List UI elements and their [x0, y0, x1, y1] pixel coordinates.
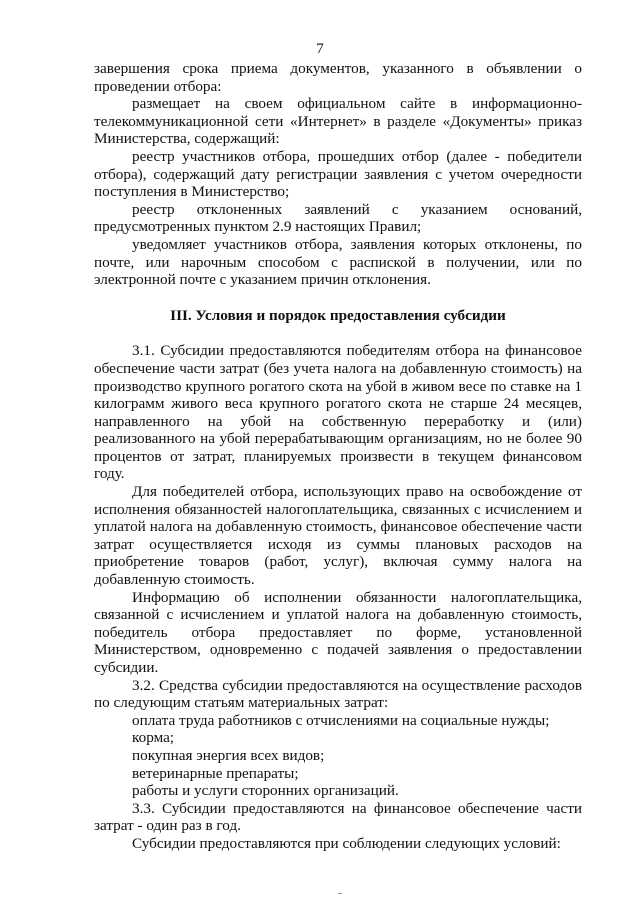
- paragraph-continuation: завершения срока приема документов, указанного в объявлении о проведении отбора:: [94, 60, 582, 95]
- paragraph-taxpayer-info: Информацию об исполнении обязанности налогоплательщика, связанной с исчислением и уплатой налога на добавленную стоимость, победитель отбора предоставляет по форме, установленной Министерством, одновременно с подачей заявления о предоставлении субсидии.: [94, 588, 582, 676]
- list-item: работы и услуги сторонних организаций.: [132, 782, 399, 800]
- paragraph-winners-registry: реестр участников отбора, прошедших отбор (далее - победители отбора), содержащий дату регистрации заявления с учетом очередности поступления в Министерство;: [94, 147, 582, 201]
- paragraph-vat-exempt: Для победителей отбора, использующих право на освобождение от исполнения обязанностей налогоплательщика, связанных с исчислением и уплатой налога на добавленную стоимость, финансовое обеспечение части затрат осуществляется исходя из суммы плановых расходов на приобретение товаров (работ, услуг), включая сумму налога на добавленную стоимость.: [94, 483, 582, 589]
- scan-mark: [338, 893, 342, 894]
- document-body: [94, 60, 582, 853]
- paragraph-3-2: 3.2. Средства субсидии предоставляются на осуществление расходов по следующим статьям материальных затрат:: [94, 676, 582, 712]
- paragraph-3-3: 3.3. Субсидии предоставляются на финансовое обеспечение части затрат - один раз в год.: [94, 799, 582, 835]
- paragraph-3-1: 3.1. Субсидии предоставляются победителям отбора на финансовое обеспечение части затрат (без учета налога на добавленную стоимость) на производство крупного рогатого скота на убой в живом весе по ставке на 1 килограмм живого веса крупного рогатого скота не старше 24 месяцев, направленного на убой на собственную переработку и (или) реализованного на убой перерабатывающим организациям, но не более 90 процентов от затрат, планируемых произвести в текущем финансовом году.: [94, 342, 582, 483]
- list-item: корма;: [132, 729, 175, 747]
- list-item: оплата труда работников с отчислениями на социальные нужды;: [132, 711, 550, 729]
- paragraph-publish-order: размещает на своем официальном сайте в информационно-телекоммуникационной сети «Интернет» в разделе «Документы» приказ Министерства, содержащий:: [94, 95, 582, 148]
- paragraph-rejected-registry: реестр отклоненных заявлений с указанием оснований, предусмотренных пунктом 2.9 настоящих Правил;: [94, 200, 582, 236]
- section-heading: III. Условия и порядок предоставления субсидии: [170, 306, 506, 324]
- paragraph-notify-participants: уведомляет участников отбора, заявления которых отклонены, по почте, или нарочным способом с распиской в получении, или по электронной почте с указанием причин отклонения.: [94, 235, 582, 289]
- paragraph-conditions: Субсидии предоставляются при соблюдении следующих условий:: [132, 834, 561, 852]
- list-item: ветеринарные препараты;: [132, 764, 299, 782]
- page-number: 7: [316, 41, 324, 57]
- list-item: покупная энергия всех видов;: [132, 746, 325, 764]
